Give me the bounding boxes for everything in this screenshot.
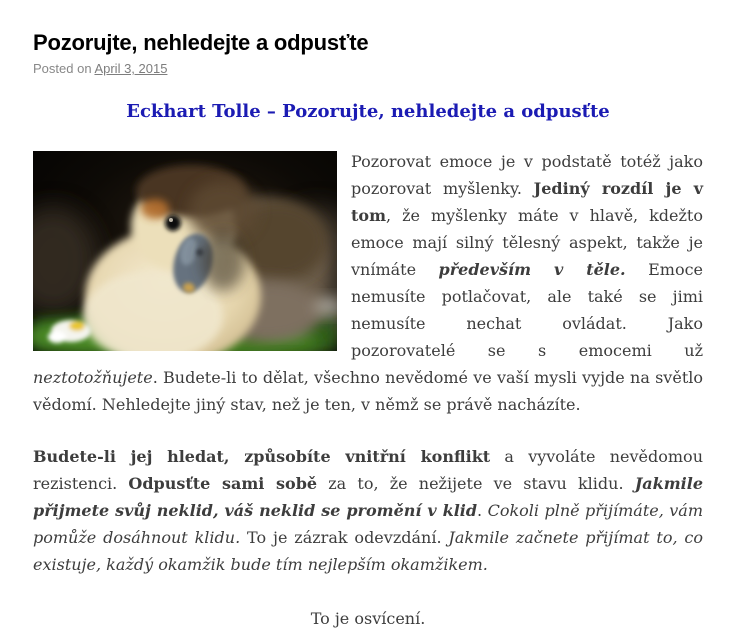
paragraph-1: Pozorovat emoce je v podstatě totéž jako pozorovat myšlenky. Jediný rozdíl je v tom, že myšlenky máte v hlavě, kdežto emoce mají silný tělesný aspekt, takže je vnímáte především v těle. Emoce nemusíte potlačovat, ale také se jimi nemusíte nechat ovládat. Jako pozorovatelé se s emocemi už neztotožňujete. Budete-li to dělat, všechno nevědomé ve vaší mysli vyjde na světlo vědomí. Nehledejte jiný stav, než je ten, v němž se právě nacházíte. bbox=[33, 152, 704, 414]
article-body bbox=[33, 148, 703, 632]
paragraph-2: Budete-li jej hledat, způsobíte vnitřní konflikt a vyvoláte nevědomou rezistenci. Odpusťte sami sobě za to, že nežijete ve stavu klidu. Jakmile přijmete svůj neklid, váš neklid se promění v klid. Cokoli plně přijímáte, vám pomůže dosáhnout klidu. To je zázrak odevzdání. Jakmile začnete přijímat to, co existuje, každý okamžik bude tím nejlepším okamžikem. bbox=[33, 447, 704, 574]
posted-meta bbox=[33, 61, 703, 76]
gosling-photo-illustration bbox=[33, 151, 337, 351]
paragraph-3-closing: To je osvícení. bbox=[310, 609, 426, 628]
posted-date-link[interactable]: April 3, 2015 bbox=[94, 61, 168, 76]
article-subtitle: Eckhart Tolle – Pozorujte, nehledejte a odpusťte bbox=[126, 101, 610, 122]
page-title: Pozorujte, nehledejte a odpusťte bbox=[33, 30, 369, 55]
gosling-photo bbox=[33, 151, 337, 351]
posted-prefix: Posted on bbox=[33, 61, 95, 76]
